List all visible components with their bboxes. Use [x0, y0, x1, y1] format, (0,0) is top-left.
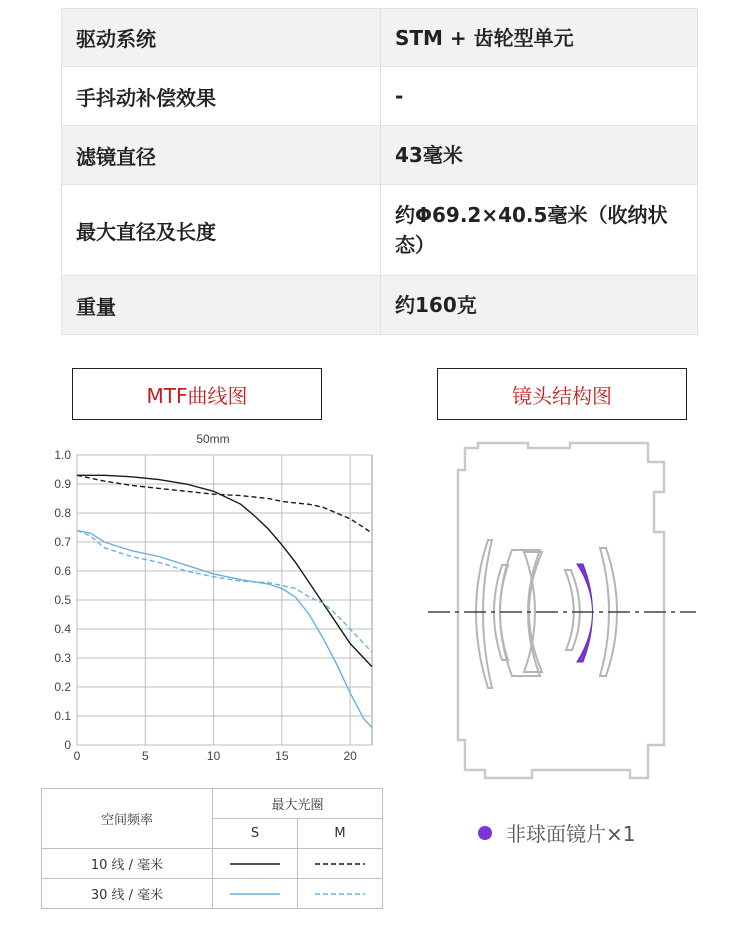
series-line [77, 530, 372, 652]
y-tick-label: 0.6 [54, 564, 71, 578]
spec-table [61, 8, 698, 335]
x-tick-label: 20 [343, 749, 357, 763]
lens-element [565, 570, 580, 650]
legend-swatch-30-m [298, 879, 383, 909]
aspherical-dot-icon [478, 826, 492, 840]
legend-col-s: S [213, 819, 298, 849]
x-tick-label: 10 [206, 749, 221, 763]
y-tick-label: 0 [64, 738, 71, 752]
aspherical-legend [478, 818, 635, 847]
legend-col-aperture: 最大光圈 [213, 789, 383, 819]
y-tick-label: 0.3 [54, 651, 71, 665]
spec-value: 约Φ69.2×40.5毫米（收纳状态） [381, 185, 698, 276]
spec-row-size [62, 185, 698, 276]
y-tick-label: 0.1 [54, 709, 71, 723]
spec-label: 重量 [62, 276, 381, 335]
spec-value: 43毫米 [381, 126, 698, 185]
spec-row-weight [62, 276, 698, 335]
spec-label: 驱动系统 [62, 9, 381, 67]
legend-swatch-10-m [298, 849, 383, 879]
legend-row-label: 10 线 / 毫米 [42, 849, 213, 879]
x-tick-label: 5 [141, 749, 149, 763]
legend-row-label: 30 线 / 毫米 [42, 879, 213, 909]
y-tick-label: 1.0 [54, 448, 71, 462]
x-tick-label: 15 [275, 749, 289, 763]
legend-swatch-30-s [213, 879, 298, 909]
legend-col-m: M [298, 819, 383, 849]
y-tick-label: 0.8 [54, 506, 71, 520]
lens-element [476, 540, 492, 688]
y-tick-label: 0.2 [54, 680, 71, 694]
aspherical-label: 非球面镜片×1 [506, 822, 636, 846]
spec-value: STM + 齿轮型单元 [381, 9, 698, 67]
spec-value: 约160克 [381, 276, 698, 335]
legend-swatch-10-s [213, 849, 298, 879]
mtf-legend [41, 788, 383, 909]
chart-title: 50mm [196, 432, 230, 446]
legend-col-frequency: 空间频率 [42, 789, 213, 849]
lens-diagram [420, 440, 710, 785]
spec-row-filter [62, 126, 698, 185]
x-tick-label: 0 [73, 749, 81, 763]
lens-barrel-outline [458, 443, 664, 778]
spec-label: 滤镜直径 [62, 126, 381, 185]
chart-grid [77, 455, 372, 745]
spec-row-stabilization [62, 67, 698, 126]
spec-label: 最大直径及长度 [62, 185, 381, 276]
mtf-heading: MTF曲线图 [72, 368, 322, 420]
y-tick-label: 0.7 [54, 535, 71, 549]
spec-row-drive [62, 9, 698, 67]
spec-label: 手抖动补偿效果 [62, 67, 381, 126]
mtf-chart [30, 430, 380, 770]
spec-value: - [381, 67, 698, 126]
y-tick-label: 0.5 [54, 593, 71, 607]
lens-heading: 镜头结构图 [437, 368, 687, 420]
y-tick-label: 0.9 [54, 477, 71, 491]
y-tick-label: 0.4 [54, 622, 71, 636]
